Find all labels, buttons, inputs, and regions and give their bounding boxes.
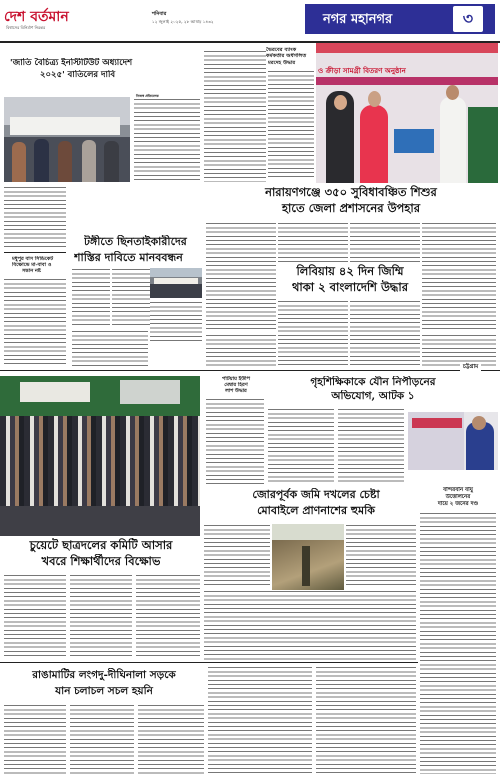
libya-body-2 xyxy=(350,300,420,366)
bhairab-headline-2: কর্মকর্তার অর্ধগলিত xyxy=(266,53,307,59)
narayanganj-body-1 xyxy=(206,222,276,332)
narayanganj-body-4 xyxy=(422,222,496,332)
griha-headline-2: অভিযোগ, আটক ১ xyxy=(331,390,415,402)
rangamati-body-2 xyxy=(70,704,134,776)
bandar-body xyxy=(420,512,496,774)
narayanganj-body-3 xyxy=(350,222,420,262)
jor-body-1 xyxy=(204,524,270,586)
jati-headline-1: 'জাতি বৈচিত্র্য ইনস্টিটিউট অধ্যাদেশ xyxy=(10,58,133,68)
narayanganj-body-2 xyxy=(278,222,348,262)
jati-body-col1 xyxy=(134,98,200,182)
tongi-body-1 xyxy=(72,268,110,328)
bus-headline-3: সন্তান নষ্ট xyxy=(22,268,41,274)
rangamati-headline-2: যান চলাচল সচল হয়নি xyxy=(55,685,153,697)
bhairab-headline-3: মরদেহ উদ্ধার xyxy=(268,60,296,66)
rangamati-body-3 xyxy=(138,704,204,776)
libya-body-3 xyxy=(206,334,276,366)
section-banner xyxy=(305,4,495,34)
bandar-headline-3: দায়ে ২ জনের দণ্ড xyxy=(437,501,479,507)
narayanganj-headline-1: নারায়ণগঞ্জে ৩৫০ সুবিধাবঞ্চিত শিশুর xyxy=(265,185,437,199)
date-value: ১২ জুলাই ২০২৫, ২৮ আষাঢ় ১৪৩২ xyxy=(152,19,214,24)
rangamati-body-1 xyxy=(4,704,66,776)
chuet-body-1 xyxy=(4,574,66,658)
jati-body-col2 xyxy=(4,186,66,250)
rangamati-body-5 xyxy=(316,666,416,776)
section-title: নগর মহানগর xyxy=(323,12,393,27)
narayanganj-photo xyxy=(316,43,498,183)
libya-headline-2: থাকা ২ বাংলাদেশি উদ্ধার xyxy=(291,280,409,294)
masthead-tagline: বিশ্বাসের বিনির্মাণ নিরন্তর xyxy=(6,25,46,30)
patia-headline-3: লাশ উদ্ধার xyxy=(225,388,247,394)
rangamati-body-4 xyxy=(208,666,312,776)
chuet-headline-2: খবরে শিক্ষার্থীদের বিক্ষোভ xyxy=(41,554,161,568)
patia-body xyxy=(206,398,264,484)
tongi-body-4 xyxy=(72,330,148,366)
page-number: ৩ xyxy=(453,6,483,32)
bhairab-headline-1: ভৈরবের ব্যাংক xyxy=(266,47,297,53)
rangamati-headline-1: রাঙামাটির লংগদু-দীঘিনালা সড়কে xyxy=(32,669,176,681)
chuet-body-3 xyxy=(136,574,200,658)
logo-text: দেশ বর্তমান xyxy=(4,9,69,25)
bhairab-body xyxy=(204,50,266,182)
griha-body-1 xyxy=(268,408,334,484)
chuet-headline-1: চুয়েটে ছাত্রদলের কমিটি আসার xyxy=(29,538,173,552)
tongi-body-3 xyxy=(150,301,202,341)
narayanganj-banner-text: ও ক্রীড়া সামগ্রী বিতরণ অনুষ্ঠান xyxy=(318,67,406,75)
date-label: শনিবার xyxy=(152,11,167,17)
jor-headline-2: মোবাইলে প্রাণনাশের হুমকি xyxy=(257,504,375,517)
jor-headline-1: জোরপূর্বক জমি দখলের চেষ্টা xyxy=(252,488,380,501)
patia-headline-2: মেম্বার হিরণ xyxy=(224,382,248,388)
libya-body-4 xyxy=(422,334,496,366)
jor-body-2 xyxy=(346,524,416,586)
libya-headline-1: লিবিয়ায় ৪২ দিন জিম্মি xyxy=(296,264,404,278)
tongi-photo xyxy=(150,268,202,298)
bus-headline-2: বিক্ষোভে মা-বাবা ও xyxy=(12,262,52,268)
narayanganj-headline-2: হাতে জেলা প্রশাসনের উপহার xyxy=(281,201,421,215)
chattogram-label: চট্টগ্রাম xyxy=(460,364,481,372)
bhairab-body-2 xyxy=(268,70,314,180)
chattogram-rule xyxy=(0,370,500,371)
griha-photo xyxy=(408,412,498,470)
jati-photo xyxy=(4,97,130,182)
patia-headline-1: পটিয়ায় ইউপি xyxy=(222,376,250,382)
griha-headline-1: গৃহশিক্ষিকাকে যৌন নিপীড়নের xyxy=(310,376,436,388)
jati-headline-2: ২০২৫' বাতিলের দাবি xyxy=(40,70,116,80)
chuet-photo xyxy=(0,376,200,536)
tongi-headline-1: টঙ্গীতে ছিনতাইকারীদের xyxy=(84,235,187,248)
bus-headline-1: মধুপুর বাস সিন্ডিকেট xyxy=(12,256,54,262)
jor-body-3 xyxy=(204,590,416,660)
libya-body-1 xyxy=(278,300,348,366)
bandar-headline-1: বান্দরবান বাযু xyxy=(443,487,473,493)
masthead xyxy=(0,0,500,44)
chuet-body-2 xyxy=(70,574,132,658)
masthead-logo xyxy=(4,5,167,25)
griha-body-2 xyxy=(338,408,404,484)
tongi-body-2 xyxy=(112,268,150,328)
bus-body xyxy=(4,278,66,366)
bandar-headline-2: উত্তোলনের xyxy=(445,494,471,500)
jor-photo xyxy=(272,524,344,590)
tongi-headline-2: শাস্তির দাবিতে মানববন্ধন xyxy=(74,251,183,264)
jati-byline: নিজস্ব প্রতিবেদক xyxy=(136,94,159,98)
